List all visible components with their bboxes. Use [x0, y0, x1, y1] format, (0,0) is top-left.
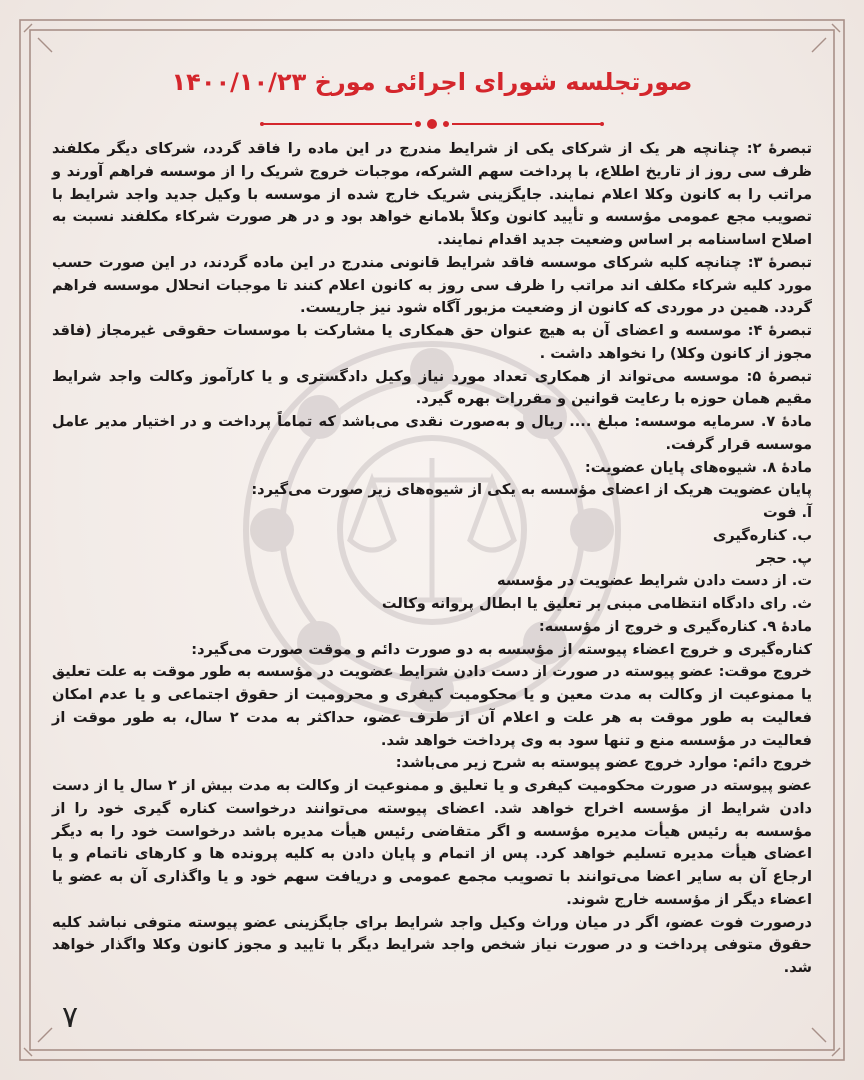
paragraph-note-4: تبصرهٔ ۴: موسسه و اعضای آن به هیچ عنوان حق همکاری یا مشارکت با موسسات حقوقی غیرمجاز (فاقد مجوز از کانون وکلا) را نخواهد داشت . [52, 322, 812, 362]
list-item-incapacity: پ. حجر [756, 549, 812, 567]
paragraph-article-9-intro: کناره‌گیری و خروج اعضاء پیوسته از مؤسسه به دو صورت دائم و موقت صورت می‌گیرد: [191, 640, 812, 658]
paragraph-permanent-exit-heading: خروج دائم: موارد خروج عضو پیوسته به شرح زیر می‌باشد: [395, 754, 812, 772]
title-ornament-divider [252, 116, 612, 132]
paragraph-temporary-exit: خروج موقت: عضو پیوسته در صورت از دست دادن شرایط عضویت در مؤسسه به طور موقت به علت تعلیق یا ممنوعیت از وکالت به مدت معین و یا محکومیت کیفری و محرومیت از حقوق اجتماعی و یا عدم امکان فعالیت به طور موقت به هر علت و اعلام آن از طرف عضو، حداکثر به مدت ۲ سال، به طور موقت از فعالیت در مؤسسه منع و تنها سود به وی پرداخت خواهد شد. [52, 663, 812, 749]
list-item-disciplinary-ruling: ث. رای دادگاه انتظامی مبنی بر تعلیق یا ابطال پروانه وکالت [381, 595, 812, 612]
paragraph-permanent-exit: عضو پیوسته در صورت محکومیت کیفری و یا تعلیق و ممنوعیت از وکالت به مدت بیش از ۲ سال یا از دست دادن شرایط از مؤسسه اخراج خواهد شد. اعضای پیوسته می‌توانند درخواست کناره گیری خود را از مؤسسه به رئیس هیأت مدیره مؤسسه و اگر متقاضی رئیس هیأت مدیره باشد درخواست خود را به دیگر اعضای هیأت مدیره تسلیم خواهد کرد. پس از اتمام و پایان دادن به کلیه پرونده ها و کارهای ناتمام و یا ارجاع آن به سایر اعضا می‌توانند با تصویب مجمع عمومی و دریافت سهم خود و یا واگذاری آن به عضو یا اعضاء دیگر از مؤسسه خارج شوند. [52, 777, 812, 908]
list-item-resignation: ب. کناره‌گیری [712, 526, 812, 544]
paragraph-note-5: تبصرهٔ ۵: موسسه می‌تواند از همکاری تعداد مورد نیاز وکیل دادگستری و یا کارآموز وکالت واجد شرایط مقیم همان حوزه با رعایت قوانین و مقررات بهره گیرد. [52, 367, 812, 408]
paragraph-note-3: تبصرهٔ ۳: چنانچه کلیه شرکای موسسه فاقد شرایط قانونی مندرج در این ماده گردند، در این صورت حسب مورد کلیه شرکاء مکلف اند مراتب را ظرف سی روز به کانون اعلام کنند تا موجبات انحلال موسسه فراهم گردد. همین در موردی که کانون از وضعیت مزبور آگاه شود نیز جاریست. [52, 253, 812, 317]
page-number: ۷ [62, 1000, 79, 1035]
paragraph-article-8-heading: مادهٔ ۸. شیوه‌های پایان عضویت: [584, 458, 812, 476]
list-item-loss-of-conditions: ت. از دست دادن شرایط عضویت در مؤسسه [497, 572, 812, 590]
paragraph-article-9-heading: مادهٔ ۹. کناره‌گیری و خروج از مؤسسه: [538, 617, 812, 635]
paragraph-member-death: درصورت فوت عضو، اگر در میان وراث وکیل واجد شرایط برای جایگزینی عضو پیوسته متوفی نباشد کلیه حقوق متوفی پرداخت و در صورت نیاز شخص واجد شرایط دیگر با تایید و مجوز کانون وکلا واگذار خواهد شد. [52, 913, 812, 976]
paragraph-note-2: تبصرهٔ ۲: چنانچه هر یک از شرکای یکی از شرایط مندرج در این ماده را فاقد گردد، شرکای دیگر مکلفند ظرف سی روز از تاریخ اطلاع، با پرداخت سهم الشرکه، موجبات خروج شریک را از موسسه فراهم آورند و مراتب را به کانون وکلا اعلام نمایند. جایگزینی شریک خارج شده از موسسه با وکیل جدید واجد شرایط با تصویب مجع عمومی مؤسسه و تأیید کانون وکلاً بلامانع خواهد بود و در هر صورت شرکاء مکلفند نسبت به اصلاح اساسنامه بر اساس وضعیت جدید اقدام نمایند. [52, 140, 812, 248]
list-item-death: آ. فوت [763, 504, 812, 521]
document-body [52, 138, 812, 980]
paragraph-article-8-intro: پایان عضویت هریک از اعضای مؤسسه به یکی از شیوه‌های زیر صورت می‌گیرد: [251, 481, 812, 499]
paragraph-article-7: مادهٔ ۷. سرمایه موسسه: مبلغ .... ریال و به‌صورت نقدی می‌باشد که تماماً پرداخت و در اختیار مدیر عامل موسسه قرار گرفت. [52, 413, 813, 453]
document-title: صورتجلسه شورای اجرائی مورخ ۱۴۰۰/۱۰/۲۳ [171, 68, 693, 96]
